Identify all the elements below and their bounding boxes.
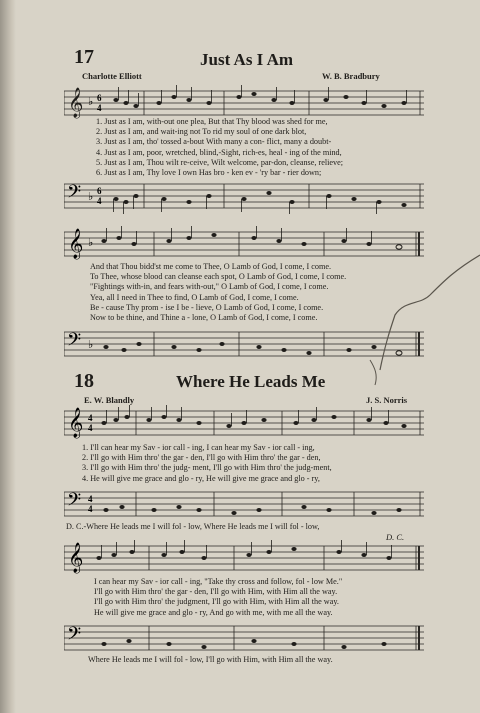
verse-line: Now to be thine, and Thine a - lone, O Lamb of God, I come, I come. xyxy=(90,312,318,322)
hymn-17-verses-line-1 xyxy=(96,117,343,178)
verse-line: 1. I'll can hear my Sav - ior call - ing, I can hear my Sav - ior call - ing, xyxy=(82,443,315,452)
verse-line: To Thee, whose blood can cleanse each spot, O Lamb of God, I come, I come. xyxy=(90,272,347,282)
svg-text:4: 4 xyxy=(97,196,102,206)
verse-line: 3. I'll go with Him thro' the judg- ment, I'll go with Him thro' the judg-ment, xyxy=(82,463,332,473)
hymn-17-refrain-lines xyxy=(90,262,346,323)
hymn-17-number: 17 xyxy=(74,46,94,68)
svg-text:6: 6 xyxy=(97,186,102,196)
svg-text:𝄢: 𝄢 xyxy=(67,329,82,354)
hymn-18-treble-staff-1 xyxy=(64,405,424,441)
svg-text:𝄢: 𝄢 xyxy=(67,181,82,206)
svg-text:𝄞: 𝄞 xyxy=(68,229,84,258)
hymn-18-bass-staff-2 xyxy=(64,620,424,656)
hymn-18-title: Where He Leads Me xyxy=(176,372,326,391)
verse-line: 5. Just as I am, Thou wilt re-ceive, Wilt welcome, par-don, cleanse, relieve; xyxy=(96,157,344,167)
hymn-18-dc-marker: D. C. xyxy=(386,532,405,542)
svg-text:♭: ♭ xyxy=(88,191,94,203)
hymn-18-bottom-line: Where He leads me I will fol - low, I'll go with Him, with Him all the way. xyxy=(88,655,333,664)
verse-line: Be - cause Thy prom - ise I be - lieve, O Lamb of God, I come, I come. xyxy=(90,302,324,312)
svg-text:4: 4 xyxy=(88,413,93,423)
hymn-18-bass-staff-1 xyxy=(64,486,424,522)
verse-line: Yea, all I need in Thee to find, O Lamb of God, I come, I come. xyxy=(90,292,299,302)
verse-line: 2. I'll go with Him thro' the gar - den, I'll go with Him thro' the gar - den, xyxy=(82,453,321,463)
svg-text:♭: ♭ xyxy=(88,339,94,351)
verse-line: 2. Just as I am, and wait-ing not To rid my soul of one dark blot, xyxy=(96,127,307,137)
verse-line: And that Thou bidd'st me come to Thee, O Lamb of God, I come, I come. xyxy=(90,262,332,271)
hymn-18-composer: J. S. Norris xyxy=(366,395,408,405)
verse-line: He will give me grace and glo - ry, And go with me, with me all the way. xyxy=(94,607,333,617)
hymn-18-refrain-verses xyxy=(94,577,342,618)
hymn-17-bass-staff-1 xyxy=(64,178,424,214)
hymn-17-composer: W. B. Bradbury xyxy=(322,71,380,81)
svg-text:4: 4 xyxy=(88,423,93,433)
paper-tear-mark xyxy=(360,250,480,390)
svg-text:𝄞: 𝄞 xyxy=(68,543,84,572)
verse-line: 1. Just as I am, with-out one plea, But that Thy blood was shed for me, xyxy=(96,117,328,126)
verse-line: I'll go with Him thro' the gar - den, I'll go with Him, with Him all the way. xyxy=(94,587,338,597)
svg-text:4: 4 xyxy=(97,103,102,113)
svg-text:𝄢: 𝄢 xyxy=(67,623,82,648)
svg-text:𝄞: 𝄞 xyxy=(68,88,84,117)
hymn-18-verses xyxy=(82,443,332,484)
svg-text:♭: ♭ xyxy=(88,96,94,108)
svg-text:♭: ♭ xyxy=(88,237,94,249)
hymn-18-treble-staff-2 xyxy=(64,540,424,576)
hymn-18-number: 18 xyxy=(74,370,94,392)
book-spine-shadow xyxy=(0,0,16,713)
svg-text:4: 4 xyxy=(88,504,93,514)
verse-line: 4. Just as I am, poor, wretched, blind,-Sight, rich-es, heal - ing of the mind, xyxy=(96,147,342,157)
verse-line: "Fightings with-in, and fears with-out," O Lamb of God, I come, I come. xyxy=(90,282,329,292)
svg-text:6: 6 xyxy=(97,93,102,103)
verse-line: 4. He will give me grace and glo - ry, He will give me grace and glo - ry, xyxy=(82,473,320,483)
hymn-17-author: Charlotte Elliott xyxy=(82,71,142,81)
verse-line: 6. Just as I am, Thy love I own Has bro - ken ev - 'ry bar - rier down; xyxy=(96,167,322,177)
svg-text:𝄢: 𝄢 xyxy=(67,489,82,514)
svg-text:4: 4 xyxy=(88,494,93,504)
svg-text:𝄞: 𝄞 xyxy=(68,408,84,437)
hymn-18-author: E. W. Blandly xyxy=(84,395,135,405)
hymn-17-treble-staff-1 xyxy=(64,85,424,121)
verse-line: I'll go with Him thro' the judgment, I'll go with Him, with Him all the way. xyxy=(94,597,339,607)
verse-line: I can hear my Sav - ior call - ing, "Take thy cross and follow, fol - low Me." xyxy=(94,577,343,586)
hymn-17-title: Just As I Am xyxy=(200,50,294,69)
verse-line: 3. Just as I am, tho' tossed a-bout With many a con- flict, many a doubt- xyxy=(96,137,332,147)
hymn-18-refrain-line: D. C.-Where He leads me I will fol - low, Where He leads me I will fol - low, xyxy=(66,522,320,531)
